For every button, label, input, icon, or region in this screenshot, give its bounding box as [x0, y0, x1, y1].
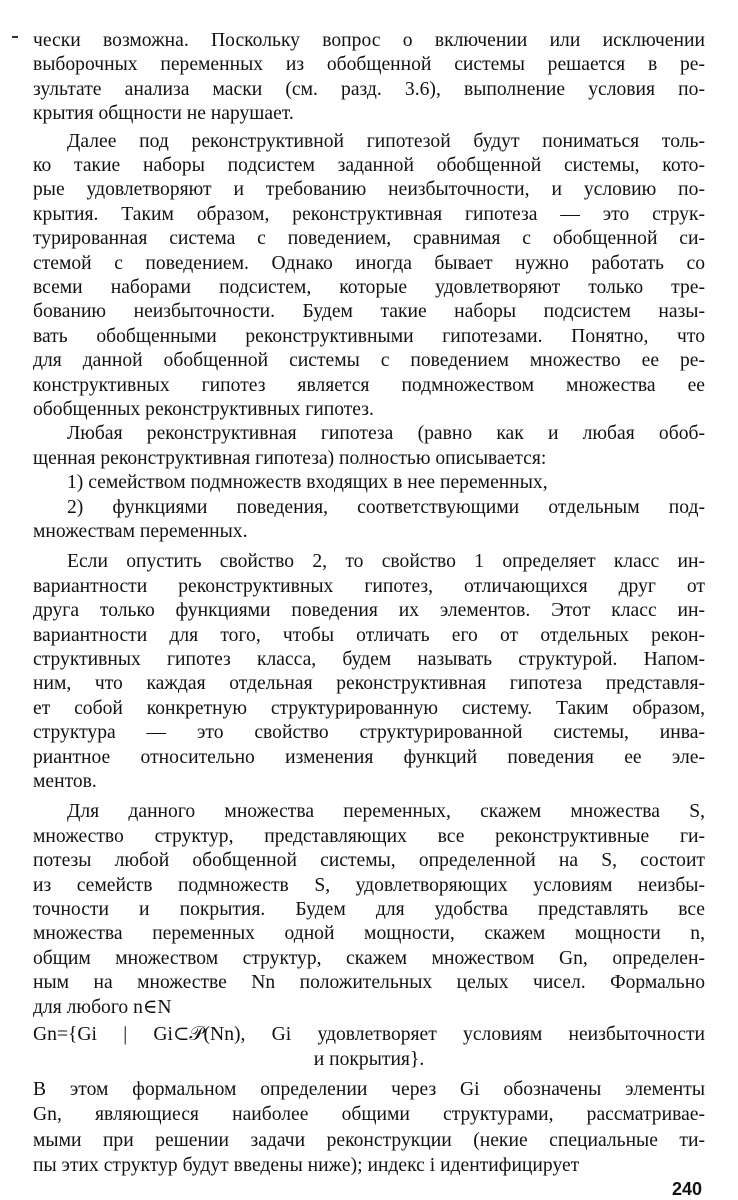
- text-line: ным на множестве Nn положительных целых чисел. Формально: [33, 972, 705, 994]
- text-line: ет собой конкретную структурированную систему. Таким образом,: [33, 697, 705, 719]
- text-line: выборочных переменных из обобщенной системы решается в ре-: [33, 54, 705, 76]
- page-number: 240: [671, 1179, 702, 1199]
- text-line: крытия общности не нарушает.: [33, 103, 294, 125]
- text-line: для данной обобщенной системы с поведением множество ее ре-: [33, 350, 705, 372]
- text-line: для любого n∈N: [33, 996, 172, 1018]
- text-line: структивных гипотез класса, будем называть структурой. Напом-: [33, 649, 705, 670]
- text-line: структура — это свойство структурированной системы, инва-: [33, 722, 705, 744]
- margin-mark: [12, 36, 18, 38]
- text-line: чески возможна. Поскольку вопрос о включении или исключении: [33, 30, 705, 51]
- text-line: мыми при решении задачи реконструкции (некие специальные ти-: [33, 1129, 705, 1151]
- text-line: ментов.: [33, 771, 97, 792]
- text-line: всеми наборами подсистем, которые удовлетворяют только тре-: [33, 277, 705, 298]
- text-line: ко такие наборы подсистем заданной обобщенной системы, кото-: [33, 155, 705, 176]
- text-line: из семейств подмножеств S, удовлетворяющих условиям неизбы-: [33, 874, 705, 896]
- text-line: множество структур, представляющих все реконструктивные ги-: [33, 825, 705, 847]
- text-line: В этом формальном определении через Gi обозначены элементы: [33, 1078, 705, 1100]
- text-line: ним, что каждая отдельная реконструктивная гипотеза представля-: [33, 673, 705, 695]
- text-line: множества переменных одной мощности, скажем мощности n,: [33, 923, 705, 945]
- text-line: Далее под реконструктивной гипотезой будут пониматься толь-: [67, 130, 705, 152]
- text-line: пы этих структур будут введены ниже); индекс i идентифицирует: [33, 1155, 580, 1176]
- text-line: общим множеством структур, скажем множеством Gn, определен-: [33, 947, 705, 969]
- text-line: риантное относительно изменения функций поведения ее эле-: [33, 746, 705, 768]
- text-line: 1) семейством подмножеств входящих в нее переменных,: [67, 472, 548, 494]
- text-line: Gn, являющиеся наиболее общими структурами, рассматривае-: [33, 1104, 705, 1126]
- text-line: крытия. Таким образом, реконструктивная гипотеза — это струк-: [33, 203, 705, 225]
- text-line: турированная система с поведением, сравнимая с обобщенной си-: [33, 228, 705, 250]
- text-line: и покрытия}.: [313, 1049, 425, 1071]
- text-line: Любая реконструктивная гипотеза (равно как и любая обоб-: [67, 423, 705, 445]
- text-line: вариантности реконструктивных гипотез, отличающихся друг от: [33, 575, 705, 597]
- text-line: потезы любой обобщенной системы, определенной на S, состоит: [33, 850, 705, 872]
- text-line: Для данного множества переменных, скажем множества S,: [67, 801, 705, 823]
- text-line: обобщенных реконструктивных гипотез.: [33, 399, 374, 420]
- text-line: вариантности для того, чтобы отличать его от отдельных рекон-: [33, 624, 705, 646]
- text-line: зультате анализа маски (см. разд. 3.6), выполнение условия по-: [33, 78, 705, 100]
- text-line: множествам переменных.: [33, 521, 248, 542]
- text-line: Gn={Gi | Gi⊂𝒫(Nn), Gi удовлетворяет условиям неизбыточности: [33, 1024, 705, 1045]
- text-line: стемой с поведением. Однако иногда бывает нужно работать со: [33, 252, 705, 274]
- text-line: вать обобщенными реконструктивными гипотезами. Понятно, что: [33, 325, 705, 347]
- text-line: 2) функциями поведения, соответствующими отдельным под-: [67, 496, 705, 518]
- text-line: рые удовлетворяют и требованию неизбыточности, и условию по-: [33, 179, 705, 201]
- text-line: конструктивных гипотез является подмножеством множества ее: [33, 374, 705, 396]
- text-line: Если опустить свойство 2, то свойство 1 определяет класс ин-: [67, 551, 705, 573]
- text-line: бованию неизбыточности. Будем такие наборы подсистем назы-: [33, 301, 705, 323]
- text-line: точности и покрытия. Будем для удобства представлять все: [33, 899, 705, 920]
- text-line: друга только функциями поведения их элементов. Этот класс ин-: [33, 600, 705, 622]
- text-line: щенная реконструктивная гипотеза) полностью описывается:: [33, 447, 547, 469]
